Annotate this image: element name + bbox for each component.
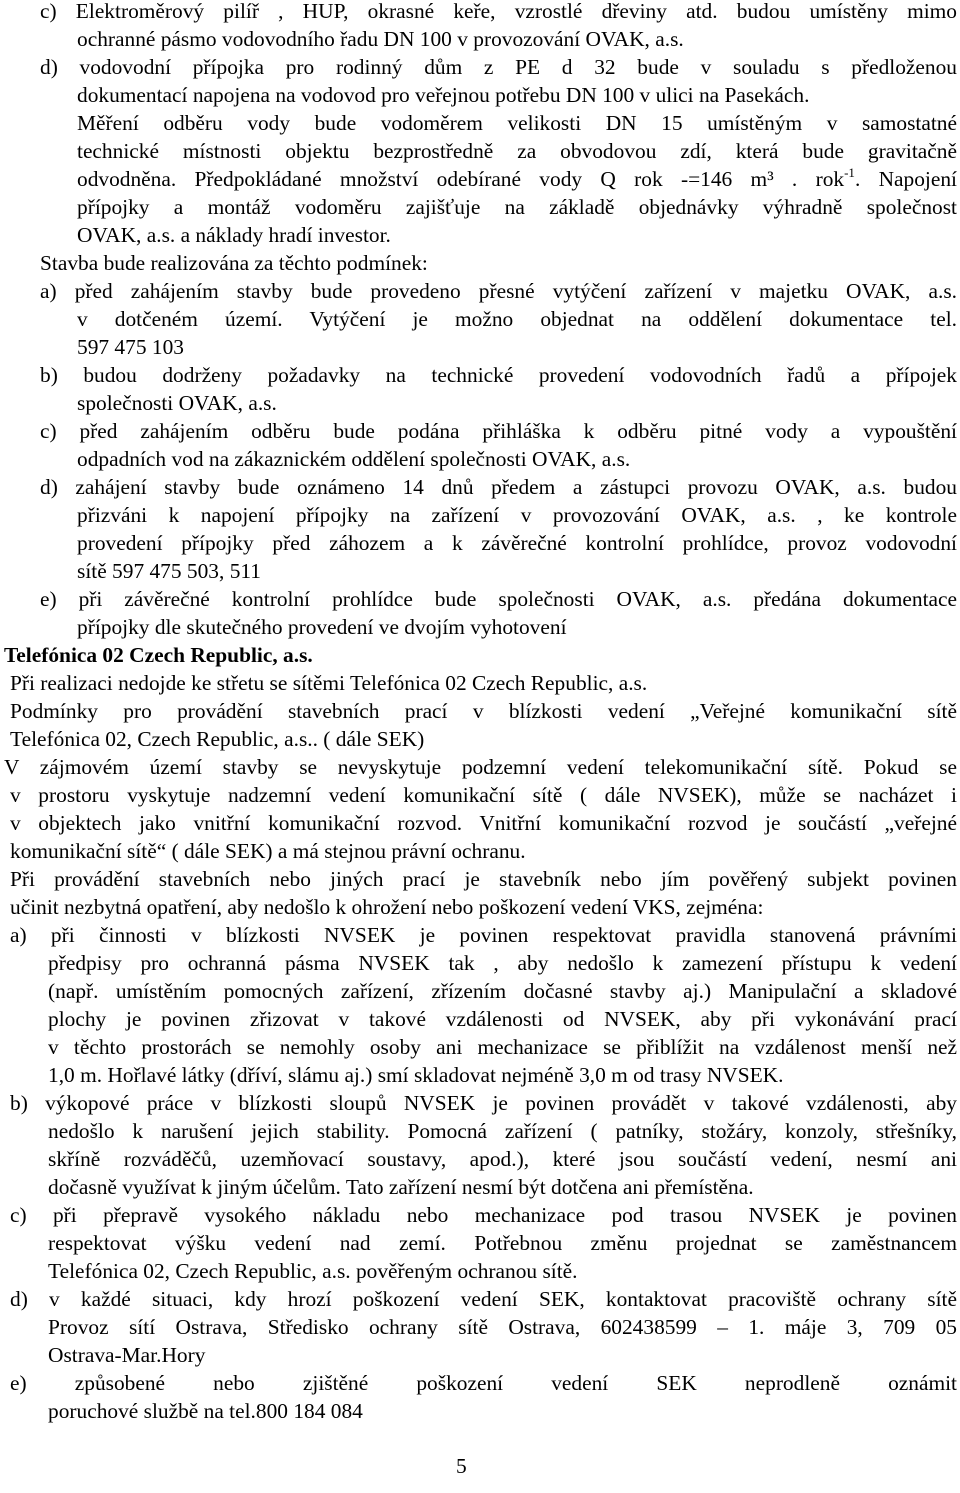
text-line: d) zahájení stavby bude oznámeno 14 dnů předem a zástupci provozu OVAK, a.s. budou xyxy=(40,475,957,499)
text-line: a) při činnosti v blízkosti NVSEK je povinen respektovat pravidla stanovená právními xyxy=(10,923,957,947)
text-line: V zájmovém území stavby se nevyskytuje podzemní vedení telekomunikační sítě. Pokud se xyxy=(4,755,957,779)
text-line: d) vodovodní přípojka pro rodinný dům z PE d 32 bude v souladu s předloženou xyxy=(40,55,957,79)
text-line: Při provádění stavebních nebo jiných prací je stavebník nebo jím pověřený subjekt povinen xyxy=(10,867,957,891)
text-line: (např. umístěním pomocných zařízení, zřízením dočasné stavby aj.) Manipulační a skladové xyxy=(48,979,957,1003)
text-line: OVAK, a.s. a náklady hradí investor. xyxy=(77,223,391,247)
text-line: a) před zahájením stavby bude provedeno přesné vytýčení zařízení v majetku OVAK, a.s. xyxy=(40,279,957,303)
text-line: v těchto prostorách se nemohly osoby ani mechanizace se přiblížit na vzdálenost menší než xyxy=(48,1035,957,1059)
text-line: přípojky a montáž vodoměru zajišťuje na základě objednávky výhradně společnost xyxy=(77,195,957,219)
text-line: c) Elektroměrový pilíř , HUP, okrasné keře, vzrostlé dřeviny atd. budou umístěny mimo xyxy=(40,0,957,23)
text-line: plochy je povinen zřizovat v takové vzdálenosti od NVSEK, aby při vykonávání prací xyxy=(48,1007,957,1031)
page-number: 5 xyxy=(456,1454,467,1478)
text-line: respektovat výšku vedení nad zemí. Potřebnou změnu projednat se zaměstnancem xyxy=(48,1231,957,1255)
text-line: 597 475 103 xyxy=(77,335,184,359)
text-line: v dotčeném území. Vytýčení je možno objednat na oddělení dokumentace tel. xyxy=(77,307,957,331)
text-line: sítě 597 475 503, 511 xyxy=(77,559,261,583)
text-line: Podmínky pro provádění stavebních prací v blízkosti vedení „Veřejné komunikační sítě xyxy=(10,699,957,723)
text-line: e) při závěrečné kontrolní prohlídce bude společnosti OVAK, a.s. předána dokumentace xyxy=(40,587,957,611)
text-line: technické místnosti objektu bezprostředně za obvodovou zdí, která bude gravitačně xyxy=(77,139,957,163)
text-line: přizváni k napojení přípojky na zařízení v provozování OVAK, a.s. , ke kontrole xyxy=(77,503,957,527)
text-line: c) při přepravě vysokého nákladu nebo mechanizace pod trasou NVSEK je povinen xyxy=(10,1203,957,1227)
text-segment: odvodněna. Předpokládané množství odebírané vody Q rok -=146 m³ . rok xyxy=(77,167,845,191)
text-line: v objektech jako vnitřní komunikační rozvod. Vnitřní komunikační rozvod je součástí „veřejné xyxy=(10,811,957,835)
text-line: dokumentací napojena na vodovod pro veřejnou potřebu DN 100 v ulici na Pasekách. xyxy=(77,83,810,107)
text-line: skříně rozváděčů, uzemňovací soustavy, apod.), které jsou součástí vedení, nesmí ani xyxy=(48,1147,957,1171)
text-line: ochranné pásmo vodovodního řadu DN 100 v provozování OVAK, a.s. xyxy=(77,27,684,51)
text-line: Ostrava-Mar.Hory xyxy=(48,1343,206,1367)
text-line: Provoz sítí Ostrava, Středisko ochrany sítě Ostrava, 602438599 – 1. máje 3, 709 05 xyxy=(48,1315,957,1339)
exponent: -1 xyxy=(844,164,855,180)
text-line: Telefónica 02, Czech Republic, a.s. pověřeným ochranou sítě. xyxy=(48,1259,578,1283)
text-line: Při realizaci nedojde ke střetu se sítěmi Telefónica 02 Czech Republic, a.s. xyxy=(10,671,648,695)
text-line: nedošlo k narušení jejich stability. Pomocná zařízení ( patníky, stožáry, konzoly, střešníky, xyxy=(48,1119,957,1143)
text-line: společnosti OVAK, a.s. xyxy=(77,391,277,415)
text-line: Telefónica 02, Czech Republic, a.s.. ( dále SEK) xyxy=(10,727,425,751)
text-line: dočasně využívat k jiným účelům. Tato zařízení nesmí být dotčena ani přemístěna. xyxy=(48,1175,754,1199)
text-line: Měření odběru vody bude vodoměrem velikosti DN 15 umístěným v samostatné xyxy=(77,111,957,135)
section-heading: Telefónica 02 Czech Republic, a.s. xyxy=(4,643,313,667)
text-line: učinit nezbytná opatření, aby nedošlo k ohrožení nebo poškození vedení VKS, zejména: xyxy=(10,895,764,919)
text-line: předpisy pro ochranná pásma NVSEK tak , aby nedošlo k zamezení přístupu k vedení xyxy=(48,951,957,975)
text-line: provedení přípojky před záhozem a k závěrečné kontrolní prohlídce, provoz vodovodní xyxy=(77,531,957,555)
text-line: b) výkopové práce v blízkosti sloupů NVSEK je povinen provádět v takové vzdálenosti, aby xyxy=(10,1091,957,1115)
text-line: přípojky dle skutečného provedení ve dvojím vyhotovení xyxy=(77,615,567,639)
text-line xyxy=(77,165,957,193)
text-segment: . Napojení xyxy=(854,167,958,191)
text-line: poruchové službě na tel.800 184 084 xyxy=(48,1399,363,1423)
text-line: v prostoru vyskytuje nadzemní vedení komunikační sítě ( dále NVSEK), může se nacházet i xyxy=(10,783,957,807)
text-line: Stavba bude realizována za těchto podmínek: xyxy=(40,251,428,275)
text-line: odpadních vod na zákaznickém oddělení společnosti OVAK, a.s. xyxy=(77,447,631,471)
text-line: 1,0 m. Hořlavé látky (dříví, slámu aj.) smí skladovat nejméně 3,0 m od trasy NVSEK. xyxy=(48,1063,784,1087)
text-line: c) před zahájením odběru bude podána přihláška k odběru pitné vody a vypouštění xyxy=(40,419,957,443)
text-line: e) způsobené nebo zjištěné poškození vedení SEK neprodleně oznámit xyxy=(10,1371,957,1395)
text-line: d) v každé situaci, kdy hrozí poškození vedení SEK, kontaktovat pracoviště ochrany sítě xyxy=(10,1287,957,1311)
text-line: komunikační sítě“ ( dále SEK) a má stejnou právní ochranu. xyxy=(10,839,526,863)
text-line: b) budou dodrženy požadavky na technické provedení vodovodních řadů a přípojek xyxy=(40,363,957,387)
